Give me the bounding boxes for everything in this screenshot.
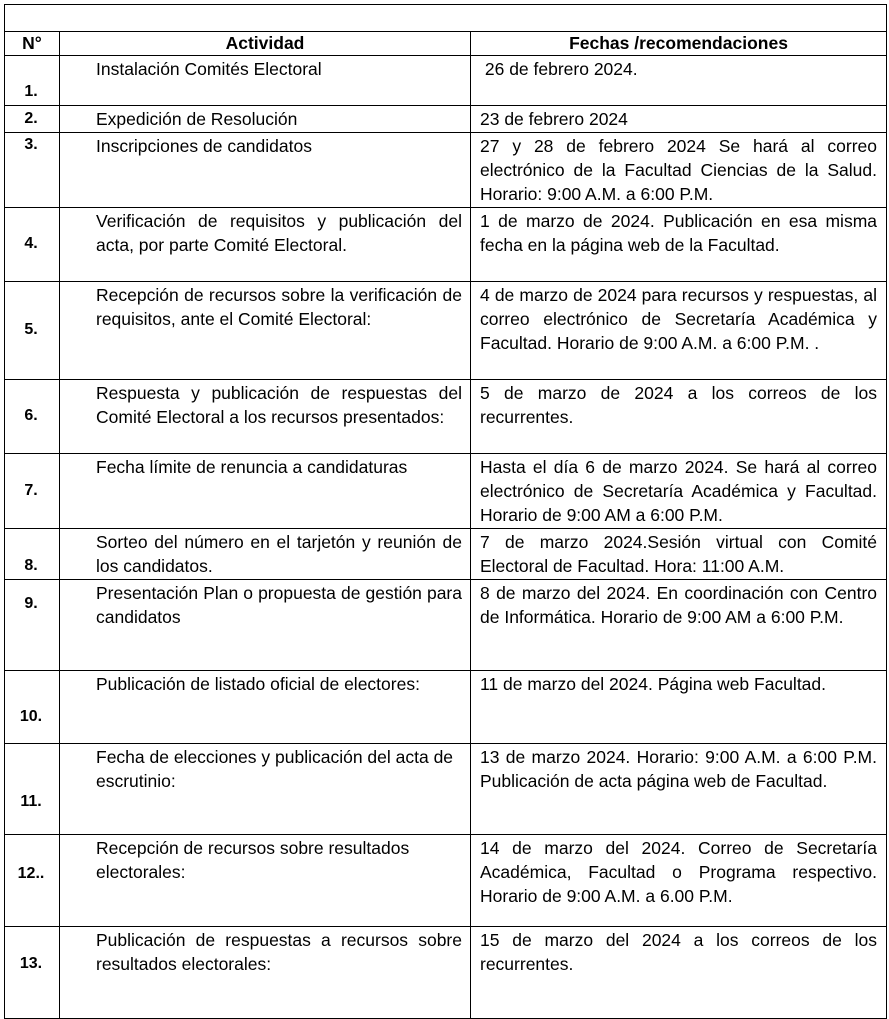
- table-row: [5, 380, 887, 454]
- row-number: 10.: [5, 671, 60, 744]
- row-number: 7.: [5, 454, 60, 529]
- row-dates: Hasta el día 6 de marzo 2024. Se hará al correo electrónico de Secretaría Académica y Facultad. Horario de 9:00 AM a 6:00 P.M.: [471, 454, 887, 529]
- blank-cell: [5, 5, 887, 32]
- table-row: [5, 454, 887, 529]
- table-row: [5, 133, 887, 208]
- table-row: [5, 529, 887, 580]
- header-num: N°: [5, 32, 60, 56]
- row-dates: 7 de marzo 2024.Sesión virtual con Comité Electoral de Facultad. Hora: 11:00 A.M.: [471, 529, 887, 580]
- row-dates: 8 de marzo del 2024. En coordinación con Centro de Informática. Horario de 9:00 AM a 6:00 P.M.: [471, 580, 887, 671]
- table-row: [5, 927, 887, 1019]
- row-number: 6.: [5, 380, 60, 454]
- table-header-row: [5, 32, 887, 56]
- row-activity: Verificación de requisitos y publicación del acta, por parte Comité Electoral.: [60, 208, 471, 282]
- row-dates: 26 de febrero 2024.: [471, 56, 887, 106]
- header-activity: Actividad: [60, 32, 471, 56]
- schedule-table-wrapper: [4, 4, 886, 1019]
- row-activity: Sorteo del número en el tarjetón y reunión de los candidatos.: [60, 529, 471, 580]
- row-number: 12..: [5, 835, 60, 927]
- table-row: [5, 744, 887, 835]
- table-row: [5, 282, 887, 380]
- row-activity: Recepción de recursos sobre resultados electorales:: [60, 835, 471, 927]
- row-number: 4.: [5, 208, 60, 282]
- table-top-blank-row: [5, 5, 887, 32]
- row-activity: Fecha límite de renuncia a candidaturas: [60, 454, 471, 529]
- row-activity: Instalación Comités Electoral: [60, 56, 471, 106]
- row-dates: 15 de marzo del 2024 a los correos de los recurrentes.: [471, 927, 887, 1019]
- row-number: 13.: [5, 927, 60, 1019]
- row-activity: Publicación de respuestas a recursos sobre resultados electorales:: [60, 927, 471, 1019]
- row-activity: Expedición de Resolución: [60, 106, 471, 133]
- table-row: [5, 56, 887, 106]
- row-dates: 23 de febrero 2024: [471, 106, 887, 133]
- row-activity: Presentación Plan o propuesta de gestión para candidatos: [60, 580, 471, 671]
- table-row: [5, 208, 887, 282]
- table-row: [5, 580, 887, 671]
- table-row: [5, 671, 887, 744]
- electoral-schedule-table: [4, 4, 887, 1019]
- row-number: 11.: [5, 744, 60, 835]
- row-number: 8.: [5, 529, 60, 580]
- row-dates: 4 de marzo de 2024 para recursos y respuestas, al correo electrónico de Secretaría Académica y Facultad. Horario de 9:00 A.M. a 6:00 P.M. .: [471, 282, 887, 380]
- row-activity: Respuesta y publicación de respuestas del Comité Electoral a los recursos presentados:: [60, 380, 471, 454]
- header-dates: Fechas /recomendaciones: [471, 32, 887, 56]
- row-activity: Fecha de elecciones y publicación del acta de escrutinio:: [60, 744, 471, 835]
- row-dates: 11 de marzo del 2024. Página web Facultad.: [471, 671, 887, 744]
- row-activity: Publicación de listado oficial de electores:: [60, 671, 471, 744]
- row-dates: 27 y 28 de febrero 2024 Se hará al correo electrónico de la Facultad Ciencias de la Salud. Horario: 9:00 A.M. a 6:00 P.M.: [471, 133, 887, 208]
- row-dates: 1 de marzo de 2024. Publicación en esa misma fecha en la página web de la Facultad.: [471, 208, 887, 282]
- row-number: 9.: [5, 580, 60, 671]
- table-row: [5, 835, 887, 927]
- row-dates: 14 de marzo del 2024. Correo de Secretaría Académica, Facultad o Programa respectivo. Horario de 9:00 A.M. a 6.00 P.M.: [471, 835, 887, 927]
- row-activity: Recepción de recursos sobre la verificación de requisitos, ante el Comité Electoral:: [60, 282, 471, 380]
- row-number: 5.: [5, 282, 60, 380]
- row-activity: Inscripciones de candidatos: [60, 133, 471, 208]
- row-dates: 5 de marzo de 2024 a los correos de los recurrentes.: [471, 380, 887, 454]
- row-number: 2.: [5, 106, 60, 133]
- table-row: [5, 106, 887, 133]
- row-number: 1.: [5, 56, 60, 106]
- row-number: 3.: [5, 133, 60, 208]
- row-dates: 13 de marzo 2024. Horario: 9:00 A.M. a 6:00 P.M. Publicación de acta página web de Facultad.: [471, 744, 887, 835]
